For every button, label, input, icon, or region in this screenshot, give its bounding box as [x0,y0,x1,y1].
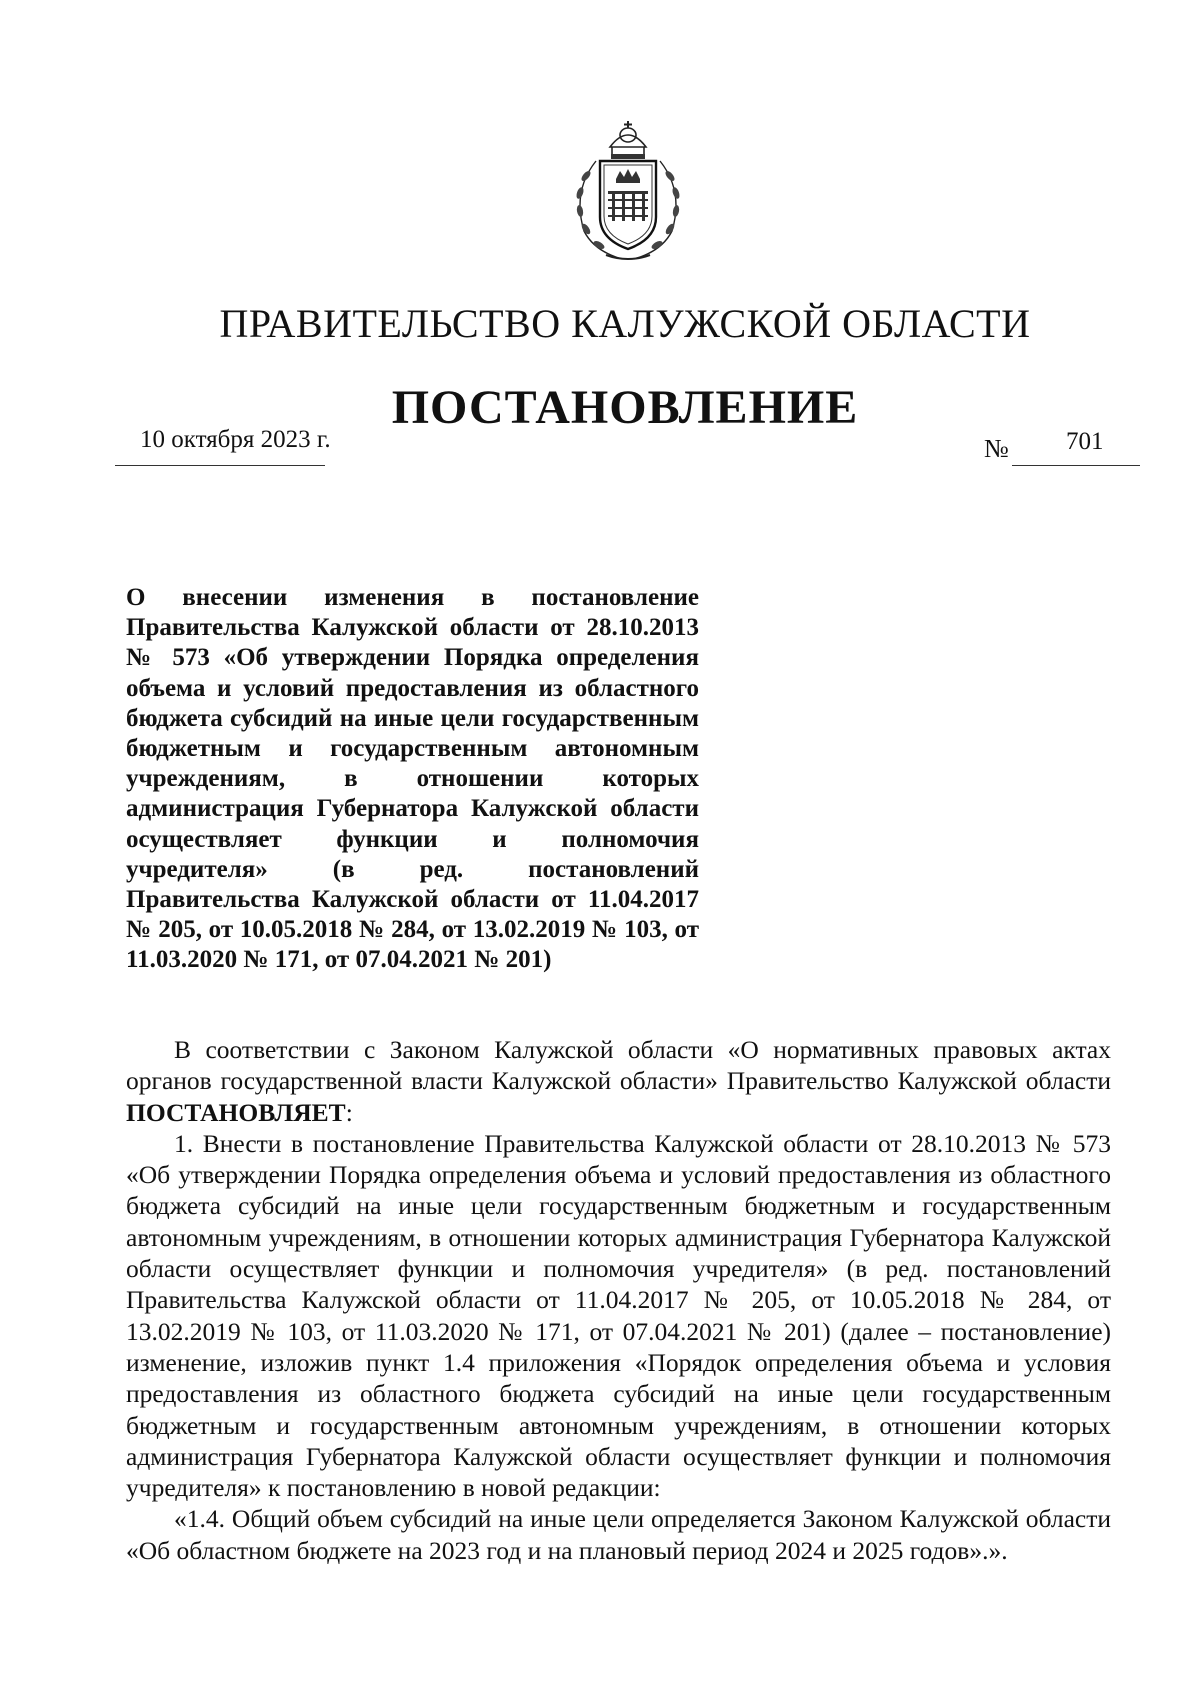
document-type-title: ПОСТАНОВЛЕНИЕ [391,381,859,434]
document-date: 10 октября 2023 г. [140,426,331,453]
number-sign: № [984,434,1009,463]
date-underline [115,465,325,466]
decree-colon: : [345,1097,353,1127]
preamble-text: В соответствии с Законом Калужской области «О нормативных правовых актах органов государственной власти Калужской области» Правительство Калужской области [126,1035,1111,1096]
item-1-paragraph: 1. Внести в постановление Правительства Калужской области от 28.10.2013 № 573 «Об утверждении Порядка определения объема и условий предоставления из областного бюджета субсидий на иные цели государственным бюджетным и государственным автономным учреждениям, в отношении которых администрация Губернатора Калужской области осуществляет функции и полномочия учредителя» (в ред. постановлений Правительства Калужской области от 11.04.2017 № 205, от 10.05.2018 № 284, от 13.02.2019 № 103, от 11.03.2020 № 171, от 07.04.2021 № 201) (далее – постановление) изменение, изложив пункт 1.4 приложения «Порядок определения объема и условия предоставления из областного бюджета субсидий на иные цели государственным бюджетным и государственным автономным учреждениям, в отношении которых администрация Губернатора Калужской области осуществляет функции и полномочия учредителя» к постановлению в новой редакции: [126,1128,1111,1503]
item-1-4-paragraph: «1.4. Общий объем субсидий на иные цели определяется Законом Калужской области «Об областном бюджете на 2023 год и на плановый период 2024 и 2025 годов».». [126,1504,1111,1565]
government-title: ПРАВИТЕЛЬСТВО КАЛУЖСКОЙ ОБЛАСТИ [219,301,1031,346]
decree-word: ПОСТАНОВЛЯЕТ [126,1097,346,1127]
preamble-paragraph [126,1034,1111,1128]
document-body [126,1034,1111,1566]
document-subject: О внесении изменения в постановление Правительства Калужской области от 28.10.2013 № 573 «Об утверждении Порядка определения объема и условий предоставления из областного бюджета субсидий на иные цели государственным бюджетным и государственным автономным учреждениям, в отношении которых администрация Губернатора Калужской области осуществляет функции и полномочия учредителя» (в ред. постановлений Правительства Калужской области от 11.04.2017 № 205, от 10.05.2018 № 284, от 13.02.2019 № 103, от 11.03.2020 № 171, от 07.04.2021 № 201) [126,584,699,974]
document-number: 701 [1066,428,1104,455]
coat-of-arms-emblem [566,121,690,264]
number-underline [1012,465,1140,466]
